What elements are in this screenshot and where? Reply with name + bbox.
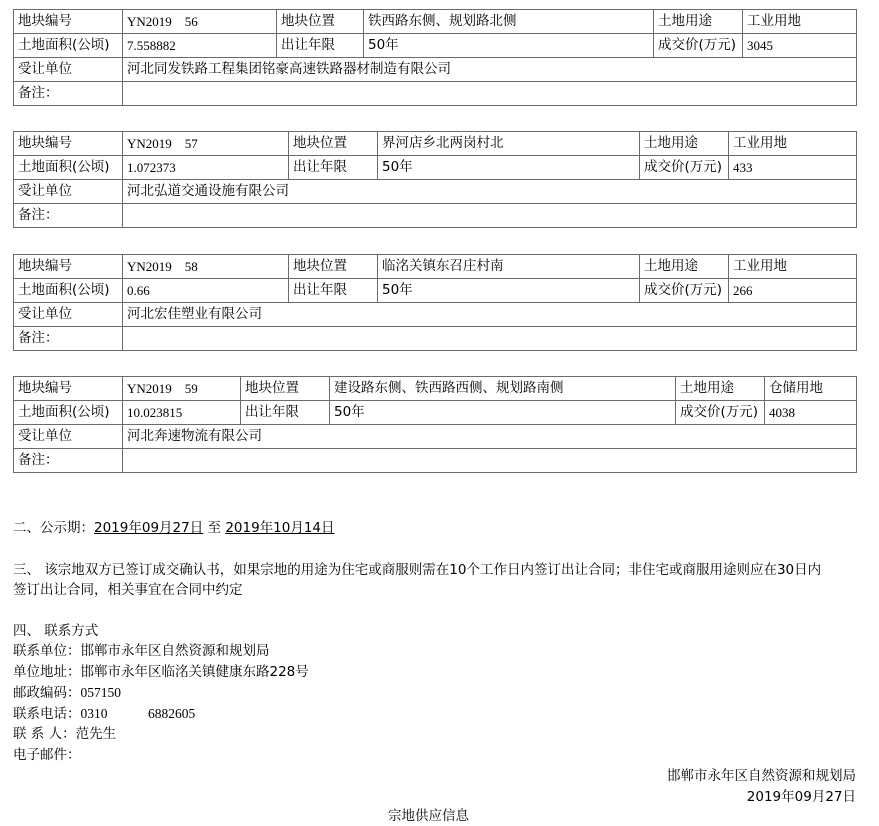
area-value: 0.66 xyxy=(123,279,289,303)
contact-unit-value: 邯郸市永年区自然资源和规划局 xyxy=(80,643,270,659)
term-label: 出让年限 xyxy=(241,401,330,425)
contact-phone xyxy=(13,704,195,724)
contact-unit-label: 联系单位： xyxy=(13,643,81,659)
contract-note-line1: 三、 该宗地双方已签订成交确认书，如果宗地的用途为住宅或商服则需在10个工作日内签订出让合同；非住宅或商服用途则应在30日内 xyxy=(13,562,822,578)
term-label: 出让年限 xyxy=(289,156,378,180)
remarks-label: 备注： xyxy=(14,449,123,473)
contact-zip xyxy=(13,683,121,703)
remarks-label: 备注： xyxy=(14,204,123,228)
land-use-value: 仓储用地 xyxy=(765,377,857,401)
land-use-label: 土地用途 xyxy=(654,10,743,34)
contact-person-value: 范先生 xyxy=(75,726,117,742)
publicity-period xyxy=(13,518,335,538)
price-value: 4038 xyxy=(765,401,857,425)
table-row xyxy=(14,82,857,106)
table-row xyxy=(14,58,857,82)
table-row xyxy=(14,10,857,34)
area-label: 土地面积(公顷) xyxy=(14,156,123,180)
land-use-value: 工业用地 xyxy=(743,10,857,34)
table-row xyxy=(14,401,857,425)
price-value: 433 xyxy=(729,156,857,180)
period-end-date: 2019年10月14日 xyxy=(225,520,335,536)
contact-email-label: 电子邮件： xyxy=(13,747,81,763)
contact-section-title: 四、 联系方式 xyxy=(13,623,99,639)
contact-person-label: 联 系 人： xyxy=(13,726,76,742)
contact-zip-value: 057150 xyxy=(80,685,121,700)
table-row xyxy=(14,156,857,180)
table-row xyxy=(14,327,857,351)
assignee-label: 受让单位 xyxy=(14,58,123,82)
period-label: 二、公示期： xyxy=(13,520,94,536)
land-use-label: 土地用途 xyxy=(640,255,729,279)
area-label: 土地面积(公顷) xyxy=(14,34,123,58)
contact-phone-value: 0310 6882605 xyxy=(80,706,196,721)
parcel-table xyxy=(13,131,857,228)
contact-unit xyxy=(13,641,270,661)
signature-org: 邯郸市永年区自然资源和规划局 xyxy=(667,768,856,784)
price-label: 成交价(万元) xyxy=(640,156,729,180)
remarks-value xyxy=(123,449,857,473)
table-row xyxy=(14,132,857,156)
assignee-value: 河北奔速物流有限公司 xyxy=(123,425,857,449)
assignee-value: 河北弘道交通设施有限公司 xyxy=(123,180,857,204)
assignee-label: 受让单位 xyxy=(14,425,123,449)
period-start-date: 2019年09月27日 xyxy=(94,520,204,536)
parcel-table xyxy=(13,254,857,351)
land-use-label: 土地用途 xyxy=(640,132,729,156)
price-label: 成交价(万元) xyxy=(676,401,765,425)
area-label: 土地面积(公顷) xyxy=(14,279,123,303)
location-label: 地块位置 xyxy=(241,377,330,401)
parcel-no-value: YN2019 58 xyxy=(123,255,289,279)
parcel-no-value: YN2019 56 xyxy=(123,10,277,34)
contact-phone-label: 联系电话： xyxy=(13,706,81,722)
land-use-value: 工业用地 xyxy=(729,132,857,156)
term-value: 50年 xyxy=(378,279,640,303)
table-row xyxy=(14,279,857,303)
location-value: 临洺关镇东召庄村南 xyxy=(378,255,640,279)
assignee-value: 河北同发铁路工程集团铭豪高速铁路器材制造有限公司 xyxy=(123,58,857,82)
assignee-label: 受让单位 xyxy=(14,303,123,327)
land-use-value: 工业用地 xyxy=(729,255,857,279)
table-row xyxy=(14,449,857,473)
contact-address xyxy=(13,662,309,682)
signature-date: 2019年09月27日 xyxy=(746,789,856,805)
table-row xyxy=(14,204,857,228)
parcel-no-label: 地块编号 xyxy=(14,132,123,156)
assignee-value: 河北宏佳塑业有限公司 xyxy=(123,303,857,327)
term-label: 出让年限 xyxy=(289,279,378,303)
location-label: 地块位置 xyxy=(277,10,364,34)
table-row xyxy=(14,303,857,327)
price-label: 成交价(万元) xyxy=(654,34,743,58)
location-label: 地块位置 xyxy=(289,132,378,156)
assignee-label: 受让单位 xyxy=(14,180,123,204)
table-row xyxy=(14,425,857,449)
price-value: 3045 xyxy=(743,34,857,58)
remarks-label: 备注： xyxy=(14,82,123,106)
parcel-no-value: YN2019 59 xyxy=(123,377,241,401)
remarks-value xyxy=(123,204,857,228)
footer-heading-partial: 宗地供应信息 xyxy=(388,808,469,824)
parcel-no-value: YN2019 57 xyxy=(123,132,289,156)
parcel-no-label: 地块编号 xyxy=(14,10,123,34)
table-row xyxy=(14,180,857,204)
term-value: 50年 xyxy=(364,34,654,58)
land-use-label: 土地用途 xyxy=(676,377,765,401)
contract-note-line2: 签订出让合同，相关事宜在合同中约定 xyxy=(13,582,243,598)
term-value: 50年 xyxy=(378,156,640,180)
area-value: 10.023815 xyxy=(123,401,241,425)
area-value: 1.072373 xyxy=(123,156,289,180)
contact-zip-label: 邮政编码： xyxy=(13,685,81,701)
contact-address-label: 单位地址： xyxy=(13,664,81,680)
parcel-no-label: 地块编号 xyxy=(14,377,123,401)
location-label: 地块位置 xyxy=(289,255,378,279)
parcel-table xyxy=(13,9,857,106)
term-value: 50年 xyxy=(330,401,676,425)
remarks-value xyxy=(123,82,857,106)
contact-email xyxy=(13,745,81,765)
term-label: 出让年限 xyxy=(277,34,364,58)
table-row xyxy=(14,34,857,58)
location-value: 界河店乡北两岗村北 xyxy=(378,132,640,156)
table-row xyxy=(14,377,857,401)
contact-address-value: 邯郸市永年区临洺关镇健康东路228号 xyxy=(80,664,309,680)
price-label: 成交价(万元) xyxy=(640,279,729,303)
remarks-label: 备注： xyxy=(14,327,123,351)
location-value: 铁西路东侧、规划路北侧 xyxy=(364,10,654,34)
contact-person xyxy=(13,724,116,744)
parcel-table xyxy=(13,376,857,473)
remarks-value xyxy=(123,327,857,351)
area-label: 土地面积(公顷) xyxy=(14,401,123,425)
area-value: 7.558882 xyxy=(123,34,277,58)
period-separator: 至 xyxy=(203,520,226,536)
price-value: 266 xyxy=(729,279,857,303)
parcel-no-label: 地块编号 xyxy=(14,255,123,279)
location-value: 建设路东侧、铁西路西侧、规划路南侧 xyxy=(330,377,676,401)
table-row xyxy=(14,255,857,279)
